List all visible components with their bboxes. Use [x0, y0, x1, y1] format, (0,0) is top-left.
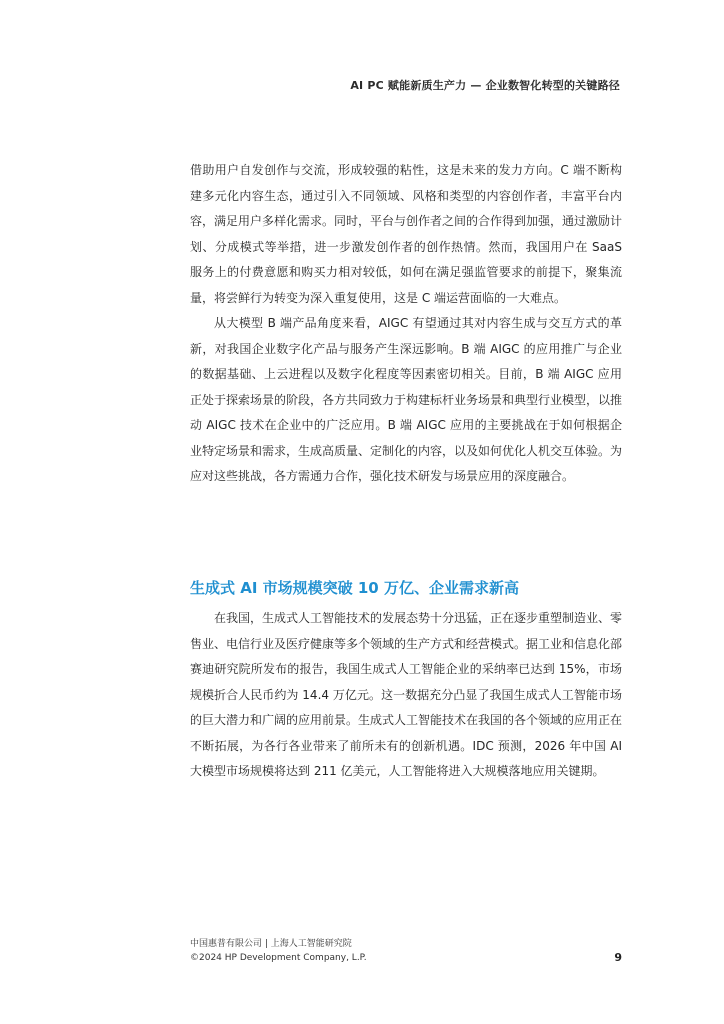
section-paragraph: 在我国，生成式人工智能技术的发展态势十分迅猛，正在逐步重塑制造业、零售业、电信行业及医疗健康等多个领域的生产方式和经营模式。据工业和信息化部赛迪研究院所发布的报告，我国生成式人工智能企业的采纳率已达到 15%，市场规模折合人民币约为 14.4 万亿元。这一数据充分凸显了我国生成式人工智能市场的巨大潜力和广阔的应用前景。生成式人工智能技术在我国的各个领域的应用正在不断拓展，为各行各业带来了前所未有的创新机遇。IDC 预测，2026 年中国 AI 大模型市场规模将达到 211 亿美元，人工智能将进入大规模落地应用关键期。 [190, 611, 623, 778]
section-body [190, 606, 622, 785]
running-header: AI PC 赋能新质生产力 — 企业数智化转型的关键路径 [350, 79, 620, 92]
section-heading: 生成式 AI 市场规模突破 10 万亿、企业需求新高 [190, 579, 519, 597]
body-paragraph: 从大模型 B 端产品角度来看，AIGC 有望通过其对内容生成与交互方式的革新，对我国企业数字化产品与服务产生深远影响。B 端 AIGC 的应用推广与企业的数据基础、上云进程以及数字化程度等因素密切相关。目前，B 端 AIGC 应用正处于探索场景的阶段，各方共同致力于构建标杆业务场景和典型行业模型，以推动 AIGC 技术在企业中的广泛应用。B 端 AIGC 应用的主要挑战在于如何根据企业特定场景和需求，生成高质量、定制化的内容，以及如何优化人机交互体验。为应对这些挑战，各方需通力合作，强化技术研发与场景应用的深度融合。 [190, 316, 623, 483]
footer-copyright: ©2024 HP Development Company, L.P. [190, 953, 367, 963]
body-text-block [190, 158, 622, 490]
page-footer [190, 937, 367, 965]
footer-organizations: 中国惠普有限公司 | 上海人工智能研究院 [190, 939, 352, 949]
page-number: 9 [614, 951, 622, 964]
body-paragraph: 借助用户自发创作与交流，形成较强的粘性，这是未来的发力方向。C 端不断构建多元化内容生态，通过引入不同领域、风格和类型的内容创作者，丰富平台内容，满足用户多样化需求。同时，平台与创作者之间的合作得到加强，通过激励计划、分成模式等举措，进一步激发创作者的创作热情。然而，我国用户在 SaaS 服务上的付费意愿和购买力相对较低，如何在满足强监管要求的前提下，聚集流量，将尝鲜行为转变为深入重复使用，这是 C 端运营面临的一大难点。 [190, 163, 623, 305]
